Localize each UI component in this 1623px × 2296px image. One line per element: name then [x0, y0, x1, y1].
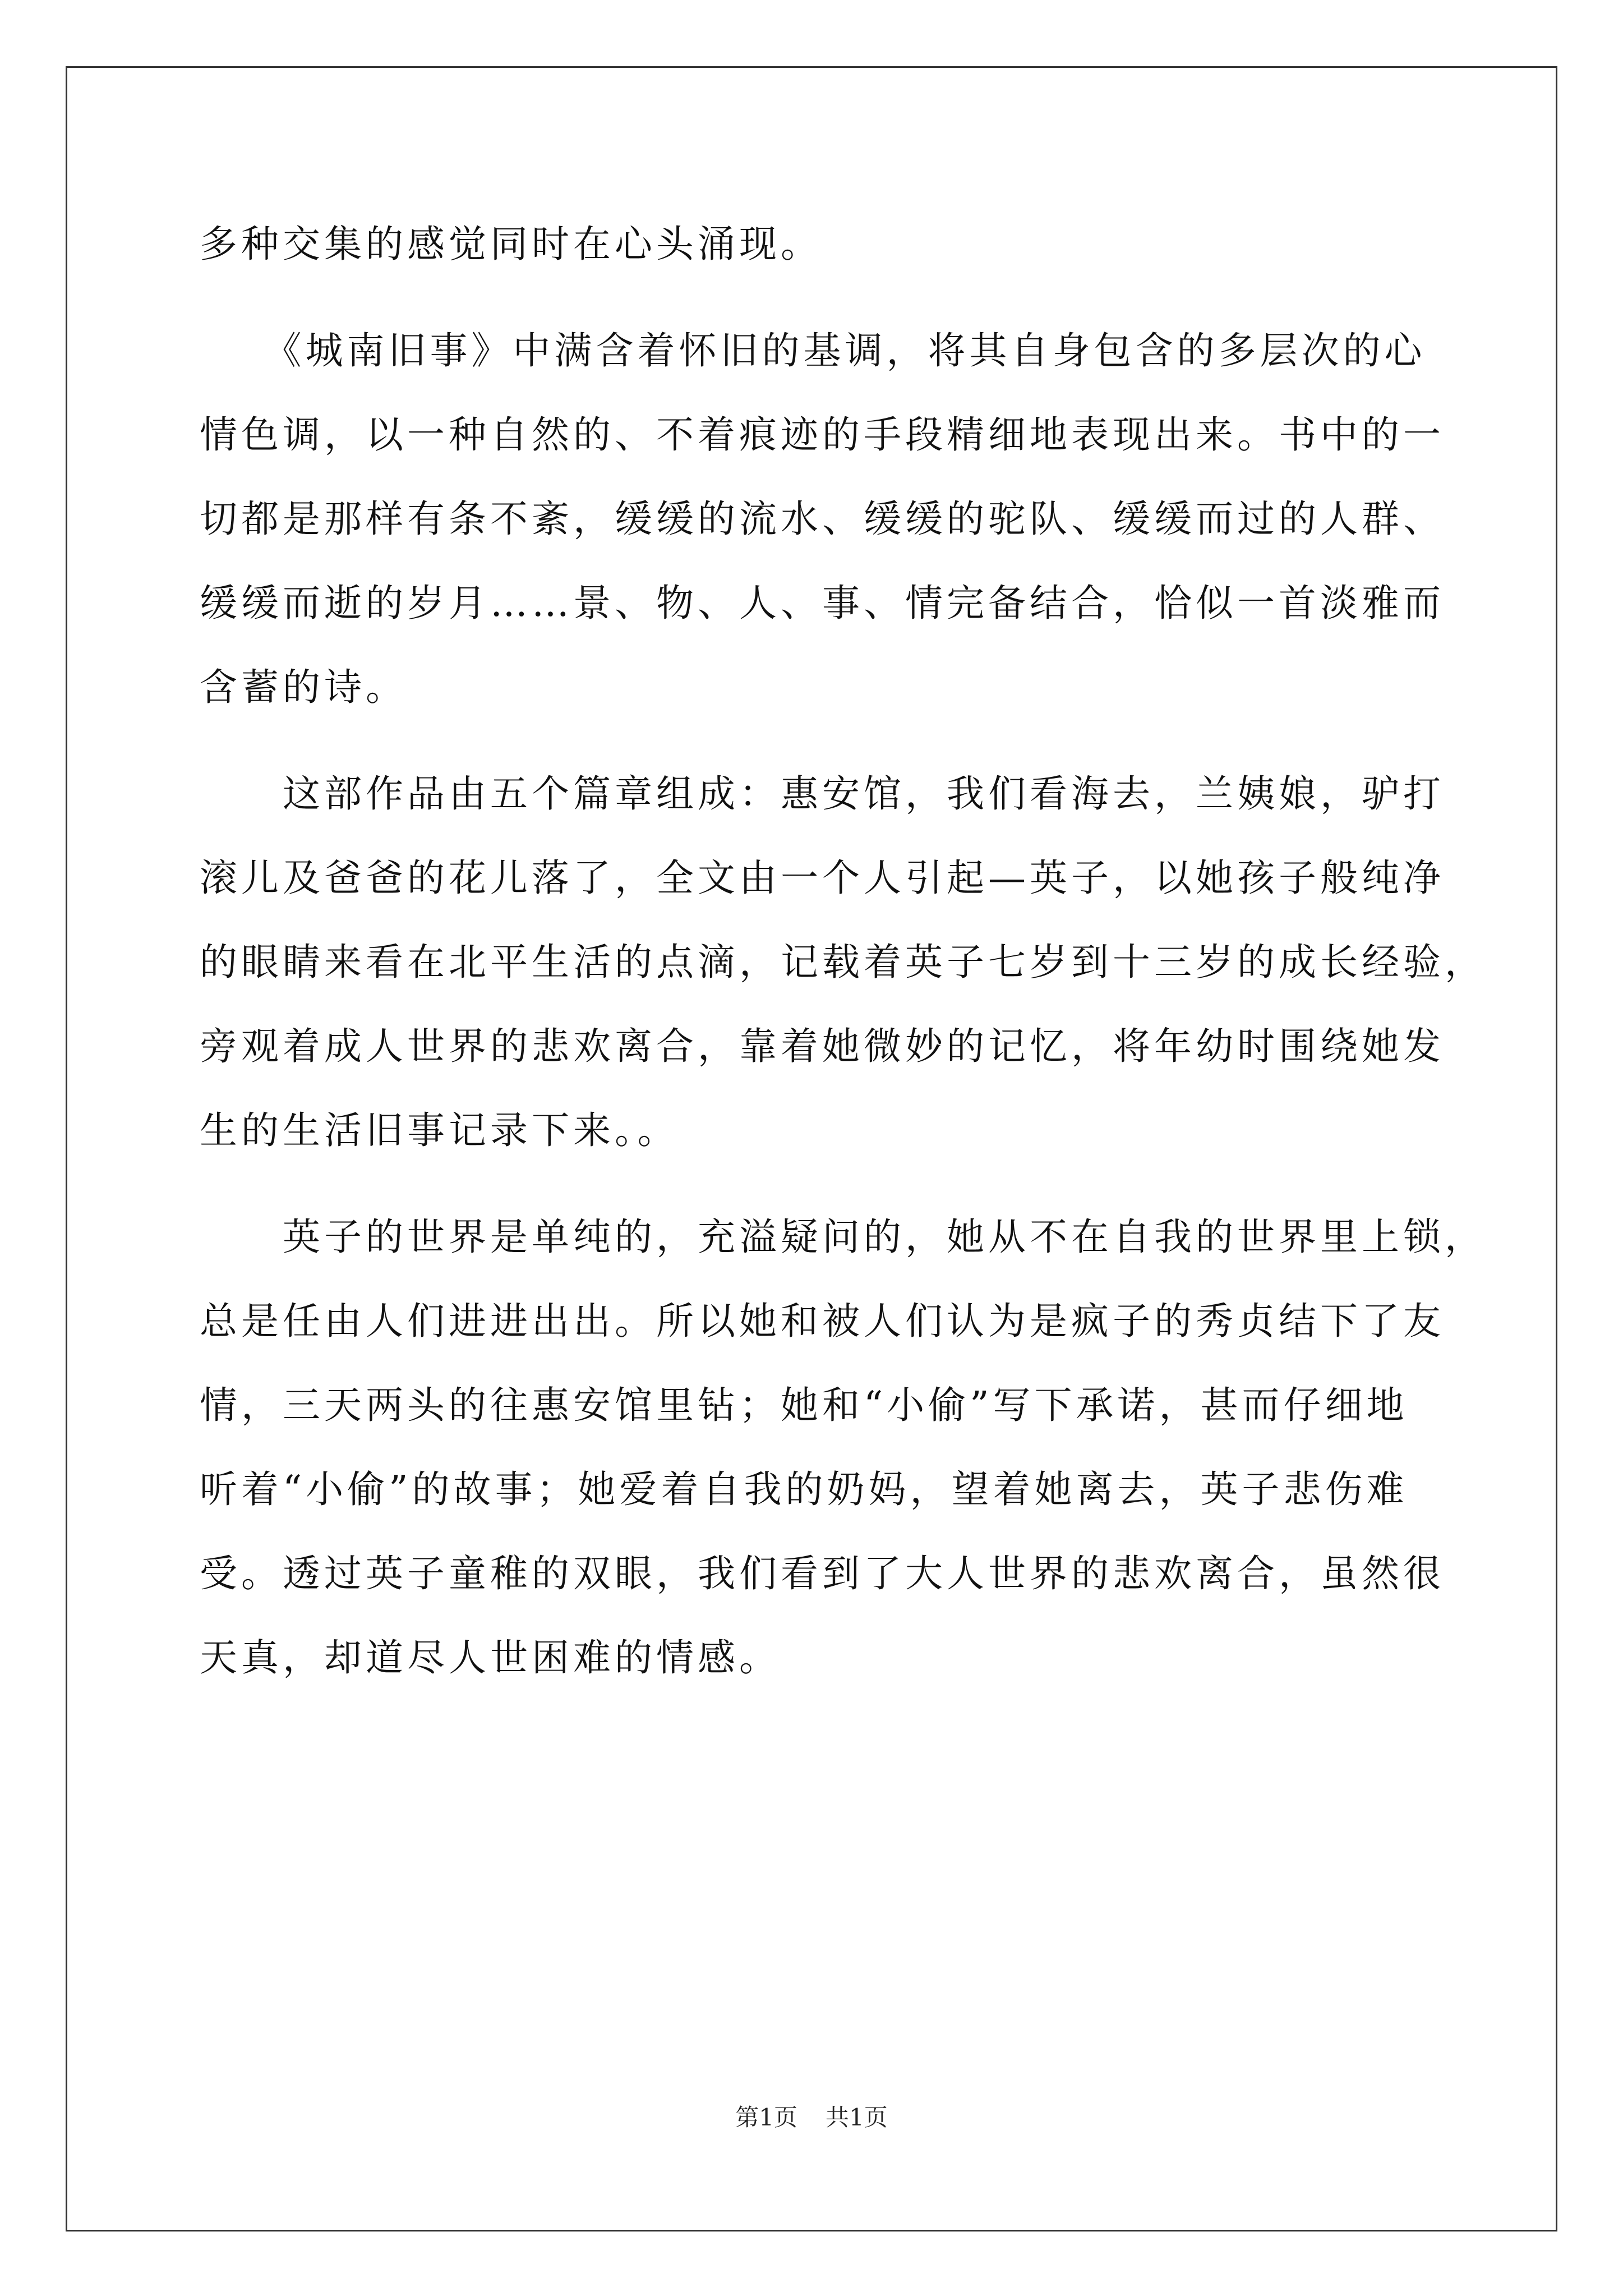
text-line: 情色调，以一种自然的、不着痕迹的手段精细地表现出来。书中的一	[200, 413, 1445, 457]
paragraph	[200, 752, 1486, 1172]
text-line: 的眼睛来看在北平生活的点滴，记载着英子七岁到十三岁的成长经验，	[200, 940, 1486, 984]
text-line: 《城南旧事》中满含着怀旧的基调，将其自身包含的多层次的心	[200, 329, 1426, 372]
page-number: 第1页	[735, 2104, 797, 2131]
paragraph	[200, 1195, 1486, 1700]
text-line: 旁观着成人世界的悲欢离合，靠着她微妙的记忆，将年幼时围绕她发	[200, 1024, 1445, 1068]
text-line: 切都是那样有条不紊，缓缓的流水、缓缓的驼队、缓缓而过的人群、	[200, 497, 1445, 541]
text-line: 情，三天两头的往惠安馆里钻；她和“小偷”写下承诺，甚而仔细地	[200, 1383, 1408, 1427]
paragraph	[200, 309, 1445, 729]
page-total: 共1页	[826, 2104, 888, 2131]
text-line: 天真，却道尽人世困难的情感。	[200, 1636, 781, 1680]
paragraph	[200, 202, 1433, 286]
text-line: 含蓄的诗。	[200, 665, 407, 709]
text-line: 英子的世界是单纯的，充溢疑问的，她从不在自我的世界里上锁，	[200, 1215, 1486, 1259]
text-line: 生的生活旧事记录下来。。	[200, 1108, 679, 1152]
text-line: 这部作品由五个篇章组成：惠安馆，我们看海去，兰姨娘，驴打	[200, 772, 1445, 816]
text-line: 受。透过英子童稚的双眼，我们看到了大人世界的悲欢离合，虽然很	[200, 1552, 1445, 1595]
page-footer	[0, 2101, 1623, 2134]
text-line: 总是任由人们进进出出。所以她和被人们认为是疯子的秀贞结下了友	[200, 1299, 1445, 1343]
document-body	[200, 202, 1486, 1700]
text-line: 缓缓而逝的岁月……景、物、人、事、情完备结合，恰似一首淡雅而	[200, 581, 1445, 625]
text-line: 多种交集的感觉同时在心头涌现。	[200, 222, 822, 266]
text-line: 滚儿及爸爸的花儿落了，全文由一个人引起—英子，以她孩子般纯净	[200, 856, 1445, 900]
text-line: 听着“小偷”的故事；她爱着自我的奶妈，望着她离去，英子悲伤难	[200, 1467, 1408, 1511]
